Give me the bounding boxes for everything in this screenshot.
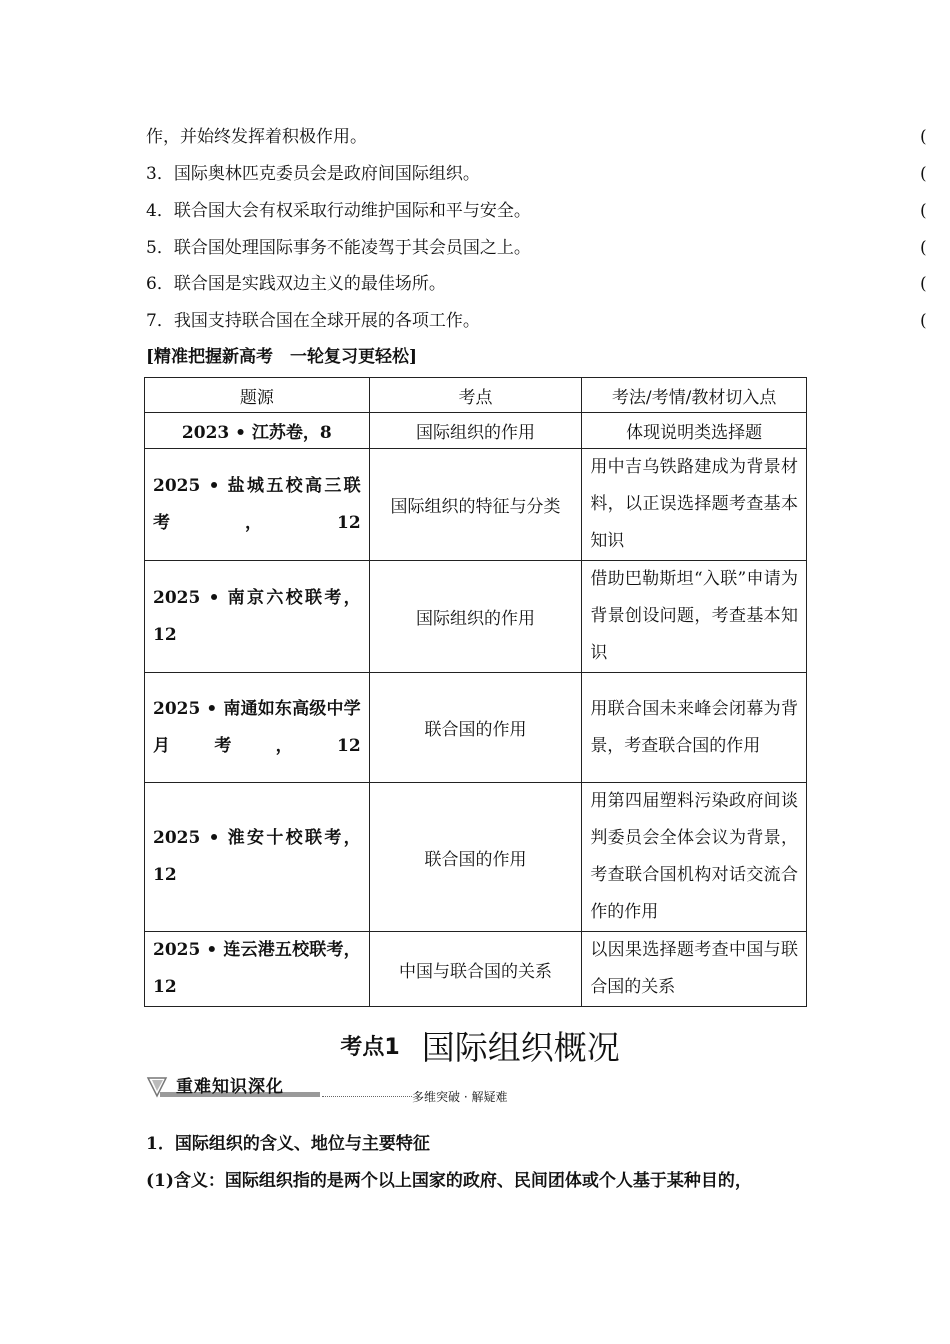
row-point: 国际组织的作用 <box>369 561 582 673</box>
row-source: 2025 • 淮安十校联考，12 <box>145 783 370 932</box>
answer-paren: ( <box>920 238 927 258</box>
table-row <box>145 673 807 783</box>
header-point: 考点 <box>369 378 582 413</box>
answer-paren: ( <box>920 274 927 294</box>
question-line-4: 4．联合国大会有权采取行动维护国际和平与安全。 <box>146 201 531 221</box>
topic-label: 考点1 <box>340 1035 400 1060</box>
answer-paren: ( <box>920 201 927 221</box>
row-source: 2025 • 盐城五校高三联考，12 <box>145 449 370 561</box>
table-row <box>145 783 807 932</box>
body-paragraph: (1)含义：国际组织指的是两个以上国家的政府、民间团体或个人基于某种目的， <box>146 1171 752 1191</box>
banner-title: 重难知识深化 <box>176 1077 284 1097</box>
row-desc: 用中吉乌铁路建成为背景材料，以正误选择题考查基本知识 <box>582 449 807 561</box>
question-line-continued: 作，并始终发挥着积极作用。 <box>146 127 367 147</box>
question-line-5: 5．联合国处理国际事务不能凌驾于其会员国之上。 <box>146 238 531 258</box>
table-row <box>145 561 807 673</box>
question-line-3: 3．国际奥林匹克委员会是政府间国际组织。 <box>146 164 480 184</box>
answer-paren: ( <box>920 127 927 147</box>
table-row <box>145 932 807 1007</box>
row-point: 国际组织的作用 <box>369 413 582 449</box>
section-heading: [精准把握新高考 一轮复习更轻松] <box>146 347 418 367</box>
table-header-row <box>145 378 807 413</box>
answer-paren: ( <box>920 164 927 184</box>
row-source: 2025 • 连云港五校联考，12 <box>145 932 370 1007</box>
triangle-icon <box>146 1074 172 1100</box>
row-point: 国际组织的特征与分类 <box>369 449 582 561</box>
banner-dotted-line <box>322 1096 412 1097</box>
section-banner <box>146 1072 546 1106</box>
header-source: 题源 <box>145 378 370 413</box>
row-desc: 借助巴勒斯坦“入联”申请为背景创设问题，考查基本知识 <box>582 561 807 673</box>
exam-source-table <box>144 377 807 1007</box>
row-source: 2023 • 江苏卷，8 <box>145 413 370 449</box>
topic-title <box>0 1003 950 1069</box>
answer-paren: ( <box>920 311 927 331</box>
row-point: 联合国的作用 <box>369 783 582 932</box>
header-method: 考法/考情/教材切入点 <box>582 378 807 413</box>
row-source: 2025 • 南通如东高级中学月考，12 <box>145 673 370 783</box>
row-source: 2025 • 南京六校联考，12 <box>145 561 370 673</box>
question-line-7: 7．我国支持联合国在全球开展的各项工作。 <box>146 311 480 331</box>
banner-subtitle: 多维突破 · 解疑难 <box>412 1090 508 1104</box>
body-heading: 1．国际组织的含义、地位与主要特征 <box>146 1134 430 1154</box>
table-row <box>145 413 807 449</box>
row-desc: 以因果选择题考查中国与联合国的关系 <box>582 932 807 1007</box>
table-row <box>145 449 807 561</box>
row-desc: 体现说明类选择题 <box>582 413 807 449</box>
question-line-6: 6．联合国是实践双边主义的最佳场所。 <box>146 274 446 294</box>
row-point: 中国与联合国的关系 <box>369 932 582 1007</box>
row-desc: 用联合国未来峰会闭幕为背景，考查联合国的作用 <box>582 673 807 783</box>
topic-name: 国际组织概况 <box>421 1028 620 1067</box>
row-point: 联合国的作用 <box>369 673 582 783</box>
row-desc: 用第四届塑料污染政府间谈判委员会全体会议为背景，考查联合国机构对话交流合作的作用 <box>582 783 807 932</box>
